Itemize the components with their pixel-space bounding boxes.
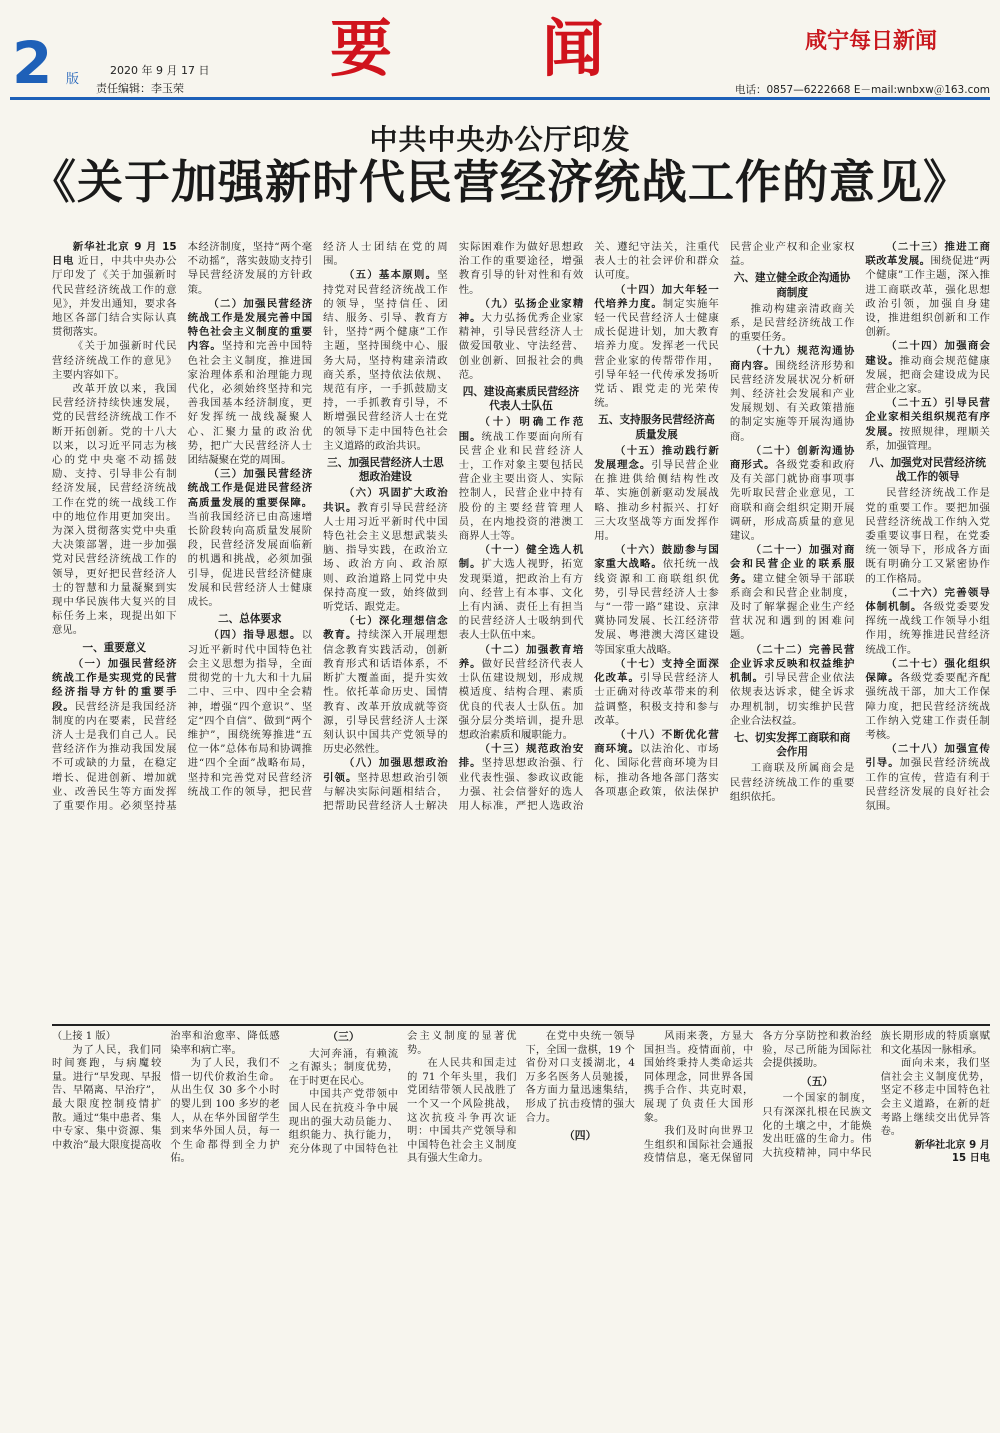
paragraph: 风雨来袭，方显大国担当。疫情面前，中国始终秉持人类命运共同体理念，同世界各国携手合作、共克时艰，展现了负责任大国形象。 bbox=[643, 1031, 754, 1124]
paper-name: 咸宁每日新闻 bbox=[805, 28, 938, 54]
masthead bbox=[0, 0, 1000, 98]
paragraph: （十七）支持全面深化改革。引导民营经济人士正确对待改革带来的利益调整，积极支持和参与改革。 bbox=[594, 657, 719, 727]
paragraph: （十一）健全选人机制。扩大选人视野，拓宽发现渠道，把政治上有方向、经营上有本事、文化上有内涵、责任上有担当的民营经济人士吸纳到代表人士队伍中来。 bbox=[458, 544, 584, 642]
paragraph: （二十二）完善民营企业诉求反映和权益维护机制。引导民营企业依法依规表达诉求，健全诉求办理机制，切实维护民营企业合法权益。 bbox=[729, 643, 855, 727]
article-body bbox=[52, 240, 990, 1015]
paragraph: （二十八）加强宣传引导。加强民营经济统战工作的宣传，营造有利于民营经济发展的良好社会氛围。 bbox=[865, 743, 990, 812]
paragraph: （十五）推动践行新发展理念。引导民营企业在推进供给侧结构性改革、实施创新驱动发展战略、推动乡村振兴、打好三大攻坚战等方面发挥作用。 bbox=[594, 444, 719, 543]
paragraph: 在人民共和国走过的 71 个年头里，我们党团结带领人民战胜了一个又一个风险挑战，这次抗疫斗争再次证明：中国共产党领导和中国特色社会主义制度具有强大生命力。 bbox=[407, 1058, 517, 1165]
paragraph: （一）加强民营经济统战工作是实现党的民营经济指导方针的重要手段。民营经济是我国经济制度的内在要素，民营经济人士是我们自己人。民营经济作为推动我国发展不可或缺的力量，在稳定增长、促进创新、增加就业、改善民生等方面发挥了重要作用。必须坚持基本经济制度，坚持“两个毫不动摇”，落实鼓励支持引导民营经济发展的方针政策。 bbox=[52, 241, 313, 812]
paragraph: （十）明确工作范围。统战工作要面向所有民营企业和民营经济人士，工作对象主要包括民营企业主要出资人、实际控制人，民营企业中持有股份的主要经营管理人员，在内地投资的港澳工商界人士等。 bbox=[458, 416, 584, 543]
page-suffix: 版 bbox=[66, 72, 80, 87]
end-credit: 新华社北京 9 月 15 日电 bbox=[914, 1139, 990, 1165]
paragraph: （四）指导思想。以习近平新时代中国特色社会主义思想为指导，全面贯彻党的十九大和十九届二中、三中、四中全会精神，增强“四个意识”、坚定“四个自信”、做到“两个维护”，围绕统筹推进“五位一体”总体布局和协调推进“四个全面”战略布局，坚持和完善党对民营经济统战工作的领导，把民营经济人士团结在党的周围。 bbox=[187, 241, 448, 798]
paragraph: 面向未来，我们坚信社会主义制度优势，坚定不移走中国特色社会主义道路，在新的赶考路上继续交出优异答卷。 bbox=[880, 1058, 990, 1138]
section-divider bbox=[52, 1024, 990, 1026]
paragraph: 工商联及所属商会是民营经济统战工作的重要组织依托。 bbox=[729, 762, 855, 803]
paragraph: （二十五）引导民营企业家相关组织规范有序发展。按照规律，理顺关系，加强管理。 bbox=[865, 397, 990, 452]
part-heading: （五） bbox=[800, 1074, 834, 1088]
continued-article bbox=[52, 1030, 990, 1425]
paragraph: 推动构建亲清政商关系，是民营经济统战工作的重要任务。 bbox=[729, 302, 855, 344]
paragraph: 中国共产党带领中国人民在抗疫斗争中展现出的强大动员能力、组织能力、执行能力，充分体现了中国特色社会主义制度的显著优势。 bbox=[288, 1031, 517, 1155]
paragraph: 为了人民，我们同时间赛跑，与病魔较量。进行“早发现、早报告、早隔离、早治疗”，最大限度控制疫情扩散。通过“集中患者、集中专家、集中资源、集中救治”最大限度提高收治率和治愈率、降低感染率和病亡率。 bbox=[52, 1031, 280, 1151]
part-heading: （四） bbox=[563, 1129, 597, 1143]
section-heading: 五、支持服务民营经济高质量发展 bbox=[598, 414, 715, 441]
paragraph: （七）深化理想信念教育。持续深入开展理想信念教育实践活动，创新教育形式和话语体系，不断扩大覆盖面，提升实效性。依托革命历史、国情教育、改革开放成就等资源，引导民营经济人士深刻认识中国共产党领导的历史必然性。 bbox=[323, 615, 448, 756]
continued-marker: （上接 1 版） bbox=[52, 1031, 116, 1042]
dateline: 新华社北京 9 月 15 日电 bbox=[52, 241, 177, 268]
editor-credit: 责任编辑：李玉荣 bbox=[96, 82, 184, 95]
section-heading: 七、切实发挥工商联和商会作用 bbox=[733, 731, 851, 759]
paragraph: 民营经济统战工作是党的重要工作。要把加强民营经济统战工作纳入党委重要议事日程，在党委统一领导下，形成各方面既有明确分工又紧密协作的工作格局。 bbox=[865, 487, 990, 585]
section-heading: 二、总体要求 bbox=[218, 613, 282, 626]
paragraph: 为了人民，我们不惜一切代价救治生命。从出生仅 30 多个小时的婴儿到 100 多岁的老人，从在华外国留学生到来华外国人员，每一个生命都得到全力护佑。 bbox=[170, 1058, 280, 1165]
article-kicker: 中共中央办公厅印发 bbox=[369, 123, 631, 156]
paragraph: （二十三）推进工商联改革发展。围绕促进“两个健康”工作主题，深入推进工商联改革，强化思想政治引领，加强自身建设，推进组织创新和工作创新。 bbox=[865, 241, 990, 339]
section-heading: 六、建立健全政企沟通协商制度 bbox=[733, 272, 851, 299]
paragraph: （十六）鼓励参与国家重大战略。依托统一战线资源和工商联组织优势，引导民营经济人士参与“一带一路”建设、京津冀协同发展、长江经济带发展、粤港澳大湾区建设等国家重大战略。 bbox=[594, 544, 719, 656]
paragraph: （十四）加大年轻一代培养力度。制定实施年轻一代民营经济人士健康成长促进计划，加大教育培养力度。发挥老一代民营企业家的传帮带作用，引导年轻一代传承发扬听党话、跟党走的光荣传统。 bbox=[594, 283, 719, 410]
paragraph: （二十一）加强对商会和民营企业的联系服务。建立健全领导干部联系商会和民营企业制度，及时了解掌握企业生产经营状况和遇到的困难问题。 bbox=[729, 544, 855, 642]
section-title: 要闻 bbox=[330, 12, 755, 85]
paragraph: （六）巩固扩大政治共识。教育引导民营经济人士用习近平新时代中国特色社会主义思想武装头脑、指导实践，在政治立场、政治方向、政治原则、政治道路上同党中央保持高度一致，始终做到听党话、跟党走。 bbox=[323, 487, 448, 614]
masthead-rule bbox=[10, 97, 990, 100]
intro-paragraph: 新华社北京 9 月 15 日电 近日，中共中央办公厅印发了《关于加强新时代民营经济统战工作的意见》，并发出通知，要求各地区各部门结合实际认真贯彻落实。 bbox=[52, 241, 177, 339]
paragraph: （五）基本原则。坚持党对民营经济统战工作的领导，坚持信任、团结、服务、引导、教育方针，坚持“两个健康”工作主题，坚持围绕中心、服务大局，坚持构建亲清政商关系，坚持依法依规、规范有序，一手抓鼓励支持，一手抓教育引导，不断增强民营经济人士在党的领导下走中国特色社会主义道路的政治共识。 bbox=[323, 269, 448, 452]
paragraph: （八）加强思想政治引领。坚持思想政治引领与解决实际问题相结合，把帮助民营经济人士解决实际困难作为做好思想政治工作的重要途径，增强教育引导的针对性和有效性。 bbox=[323, 241, 584, 812]
paragraph: 《关于加强新时代民营经济统战工作的意见》主要内容如下。 bbox=[52, 340, 177, 381]
paragraph: 一个国家的制度，只有深深扎根在民族文化的土壤之中，才能焕发出旺盛的生命力。伟大抗疫精神，同中华民族长期形成的特质禀赋和文化基因一脉相承。 bbox=[762, 1031, 990, 1159]
paragraph: （十八）不断优化营商环境。以法治化、市场化、国际化营商环境为目标，推动各地各部门落实各项惠企政策，依法保护民营企业产权和企业家权益。 bbox=[594, 241, 855, 798]
paragraph: （十三）规范政治安排。坚持思想政治强、行业代表性强、参政议政能力强、社会信誉好的选人用人标准，严把人选政治关、遵纪守法关，注重代表人士的社会评价和群众认可度。 bbox=[458, 241, 719, 812]
section-heading: 三、加强民营经济人士思想政治建设 bbox=[327, 457, 444, 484]
section-heading: 八、加强党对民营经济统战工作的领导 bbox=[869, 457, 986, 484]
paragraph: （二十六）完善领导体制机制。各级党委要发挥统一战线工作领导小组作用，统筹推进民营经济统战工作。 bbox=[865, 586, 990, 656]
paragraph: 我们及时向世界卫生组织和国际社会通报疫情信息，毫无保留同各方分享防控和救治经验，尽己所能为国际社会提供援助。 bbox=[643, 1031, 872, 1165]
paragraph: 改革开放以来，我国民营经济持续快速发展，党的民营经济统战工作不断开拓创新。党的十八大以来，以习近平同志为核心的党中央毫不动摇鼓励、支持、引导非公有制经济发展，民营经济统战工作在党的统一战线工作中的地位作用更加突出。为深入贯彻落实党中央重大决策部署，进一步加强党对民营经济统战工作的领导，更好把民营经济人士的智慧和力量凝聚到实现中华民族伟大复兴的目标任务上来，现提出如下意见。 bbox=[52, 383, 177, 637]
part-heading: （三） bbox=[327, 1030, 360, 1043]
paragraph: （二十）创新沟通协商形式。各级党委和政府及有关部门就协商事项事先听取民营企业意见，工商联和商会组织定期开展调研，形成高质量的意见建议。 bbox=[729, 444, 855, 543]
paragraph: （十二）加强教育培养。做好民营经济代表人士队伍建设规划，形成规模适度、结构合理、素质优良的代表人士队伍。加强分层分类培训，提升思想政治素质和履职能力。 bbox=[458, 643, 584, 741]
section-heading: 四、建设高素质民营经济代表人士队伍 bbox=[462, 386, 580, 413]
paragraph: （十九）规范沟通协商内容。围绕经济形势和民营经济发展状况分析研判、经济社会发展和产业发展规划、有关政策措施的制定实施等开展沟通协商。 bbox=[729, 345, 855, 443]
section-heading: 一、重要意义 bbox=[82, 641, 147, 654]
issue-date: 2020 年 9 月 17 日 bbox=[110, 64, 210, 77]
paragraph: 大河奔涌，有赖流之有源头；制度优势，在于时更在民心。 bbox=[288, 1048, 399, 1087]
contact-info: 电话：0857—6222668 E－mail:wnbxw＠163.com bbox=[735, 84, 991, 96]
page-number: 2 bbox=[12, 29, 53, 97]
paragraph: （二十七）强化组织保障。各级党委要配齐配强统战干部，加大工作保障力度，把民营经济统战工作纳入党建工作责任制考核。 bbox=[865, 657, 990, 741]
paragraph: （二十四）加强商会建设。推动商会规范健康发展，把商会建设成为民营企业之家。 bbox=[865, 340, 990, 396]
paragraph: （二）加强民营经济统战工作是发展完善中国特色社会主义制度的重要内容。坚持和完善中国特色社会主义制度，推进国家治理体系和治理能力现代化，必须始终坚持和完善我国基本经济制度，更好发挥统一战线凝聚人心、汇聚力量的政治优势，把广大民营经济人士团结凝聚在党的周围。 bbox=[187, 297, 313, 467]
paragraph: （三）加强民营经济统战工作是促进民营经济高质量发展的重要保障。当前我国经济已由高速增长阶段转向高质量发展阶段，民营经济发展面临新的机遇和挑战，必须加强引导，促进民营经济健康发展和民营经济人士健康成长。 bbox=[187, 468, 313, 609]
article-headline: 《关于加强新时代民营经济统战工作的意见》 bbox=[30, 155, 970, 209]
paragraph: 在党中央统一领导下，全国一盘棋，19 个省份对口支援湖北，4 万多名医务人员驰援，各方面力量迅速集结，形成了抗击疫情的强大合力。 bbox=[525, 1031, 635, 1124]
paragraph: （九）弘扬企业家精神。大力弘扬优秀企业家精神，引导民营经济人士做爱国敬业、守法经营、创业创新、回报社会的典范。 bbox=[458, 297, 584, 381]
